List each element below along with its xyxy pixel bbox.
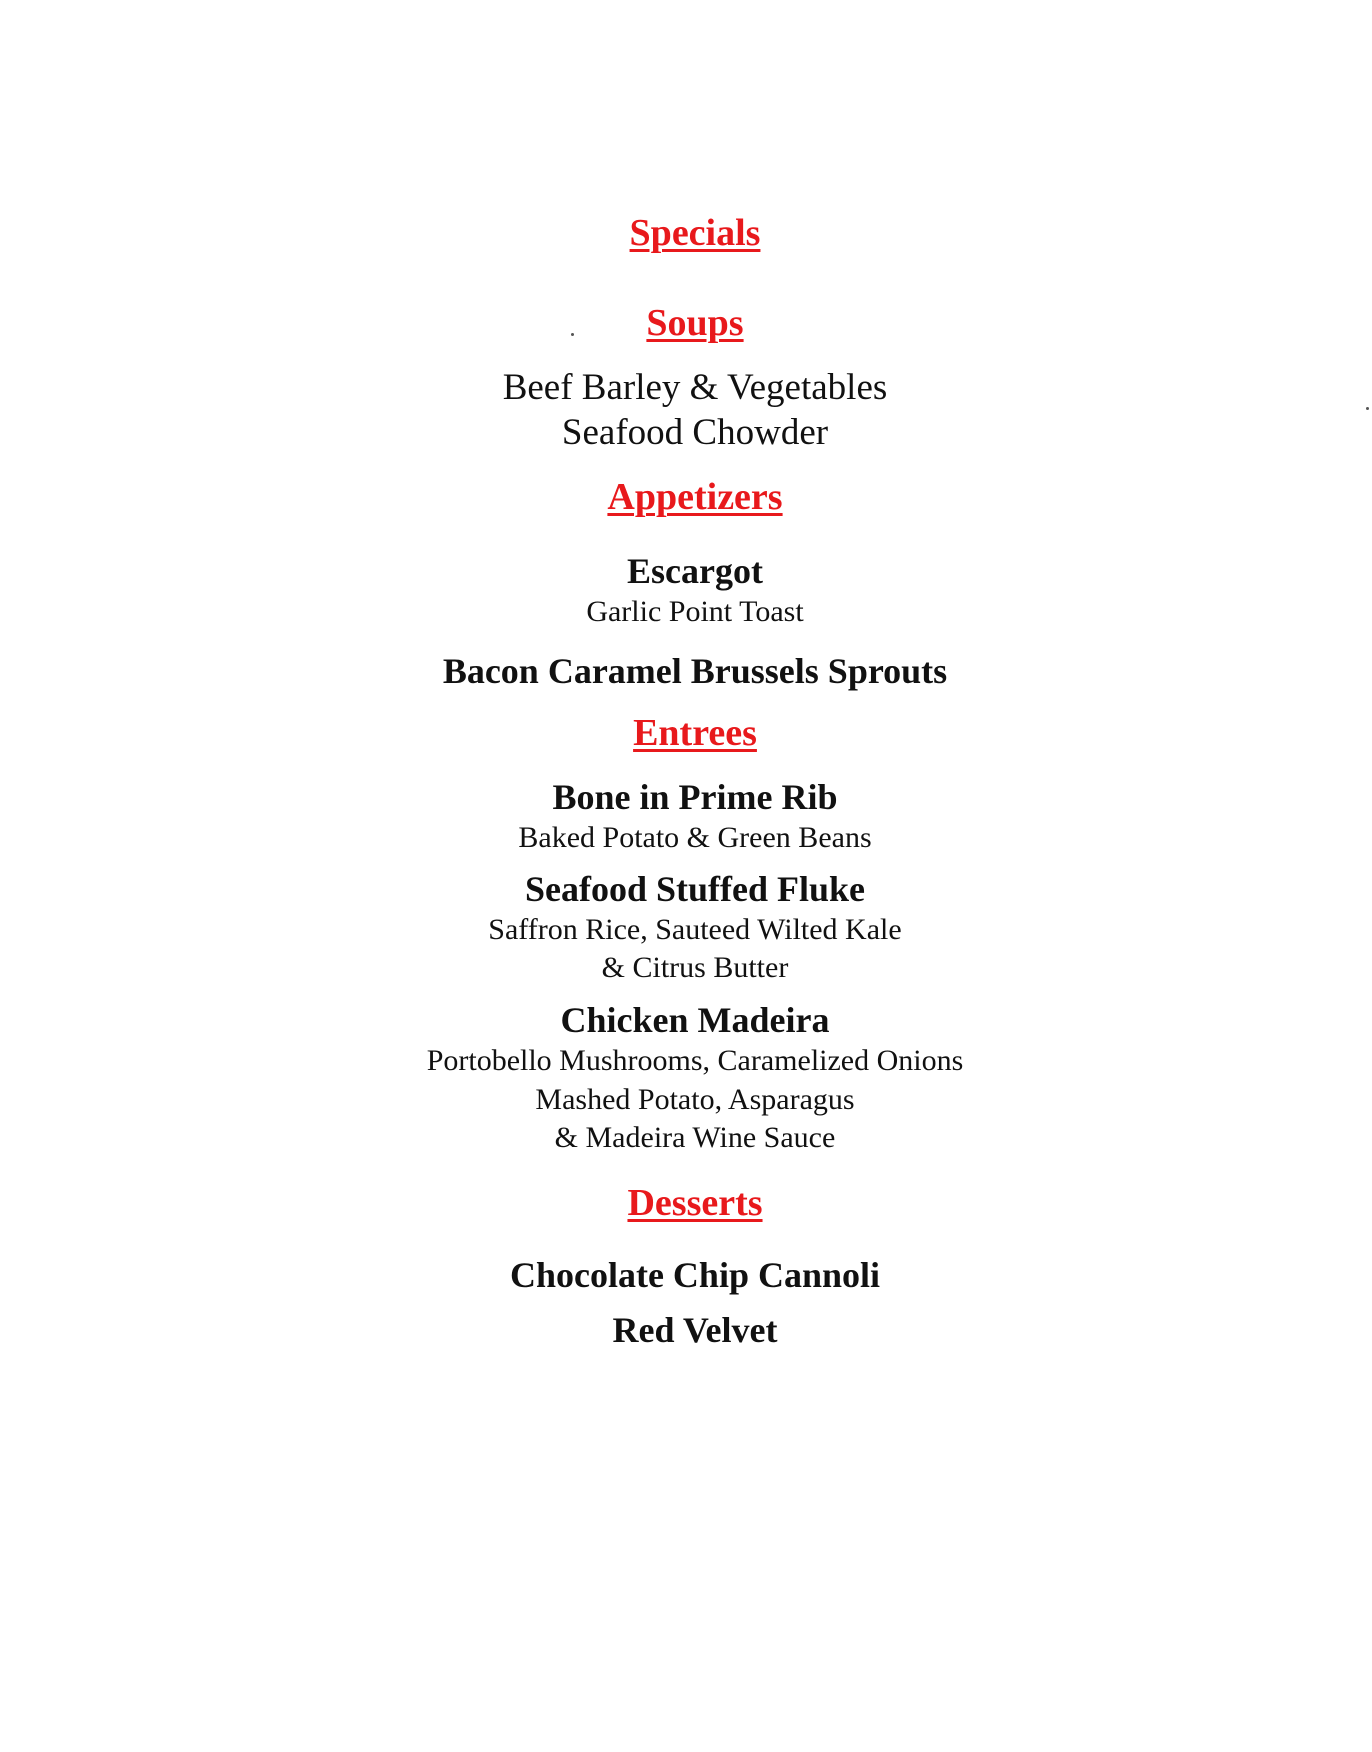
entree-name: Chicken Madeira [560, 1000, 830, 1040]
soup-item: Beef Barley & Vegetables [502, 367, 888, 408]
entree-description: Saffron Rice, Sauteed Wilted Kale [488, 913, 902, 946]
entree-name: Seafood Stuffed Fluke [524, 869, 866, 909]
entree-description: Portobello Mushrooms, Caramelized Onions [426, 1044, 964, 1077]
soup-item: Seafood Chowder [561, 412, 829, 453]
entrees-heading: Entrees [633, 712, 757, 754]
soups-heading: Soups [646, 302, 744, 344]
scan-speck [1366, 407, 1369, 410]
entree-description: & Madeira Wine Sauce [554, 1121, 836, 1154]
menu-title: Specials [629, 212, 761, 254]
dessert-item: Red Velvet [612, 1310, 778, 1350]
entree-description: & Citrus Butter [601, 951, 789, 984]
appetizer-name: Bacon Caramel Brussels Sprouts [442, 651, 948, 691]
dessert-item: Chocolate Chip Cannoli [509, 1255, 881, 1295]
appetizer-description: Garlic Point Toast [586, 595, 804, 628]
appetizer-name: Escargot [627, 551, 763, 591]
entree-description: Baked Potato & Green Beans [518, 821, 872, 854]
desserts-heading: Desserts [627, 1182, 763, 1224]
entree-description: Mashed Potato, Asparagus [535, 1083, 855, 1116]
scan-speck [571, 333, 574, 336]
entree-name: Bone in Prime Rib [552, 777, 838, 817]
appetizers-heading: Appetizers [607, 476, 783, 518]
